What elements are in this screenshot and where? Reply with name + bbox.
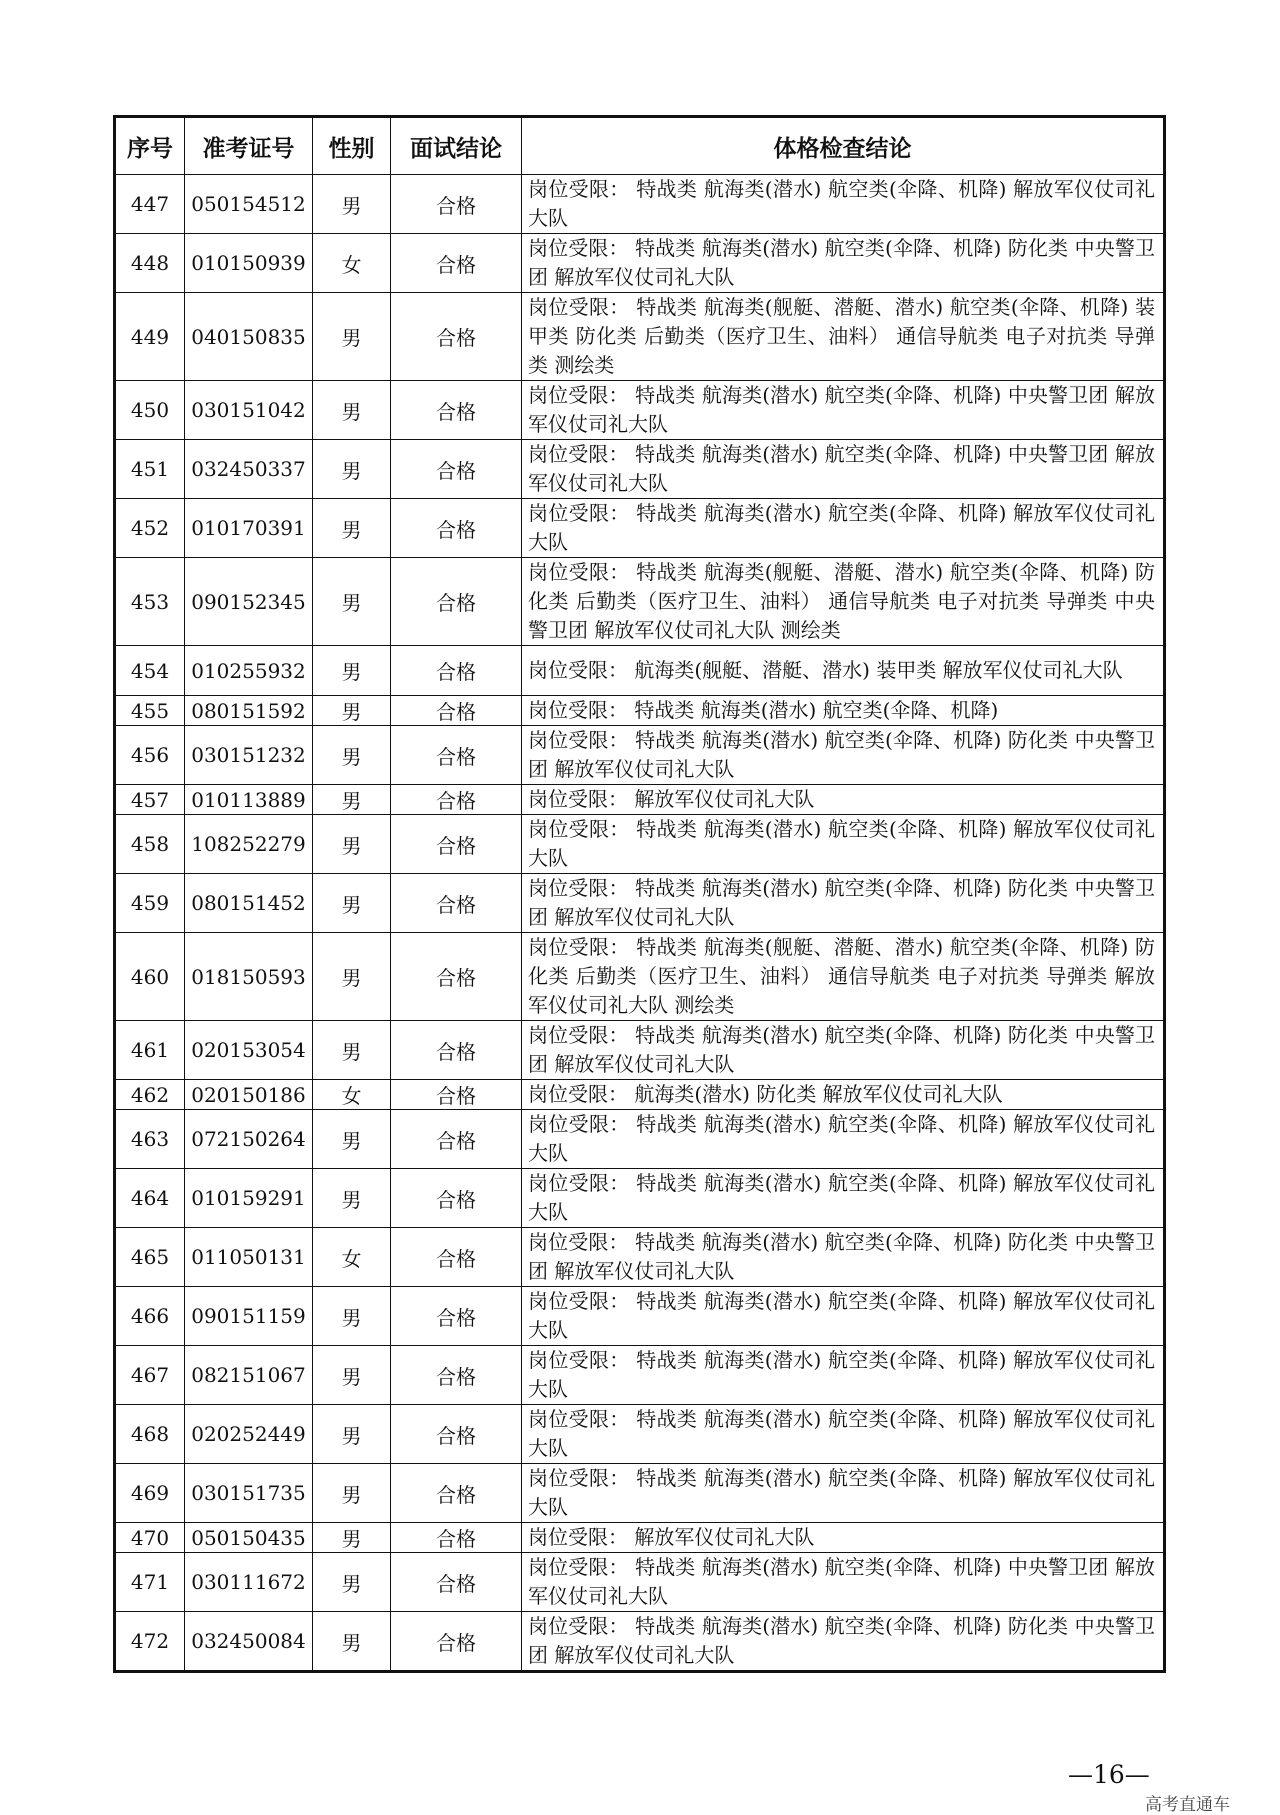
cell-exam-id: 010255932 — [185, 646, 313, 696]
table-row — [115, 1287, 1165, 1346]
cell-sex: 男 — [313, 933, 391, 1021]
table-row — [115, 1464, 1165, 1523]
cell-interview: 合格 — [391, 1110, 522, 1169]
cell-interview: 合格 — [391, 785, 522, 815]
cell-exam-id: 040150835 — [185, 293, 313, 381]
cell-sex: 男 — [313, 1464, 391, 1523]
cell-physical-exam: 岗位受限： 特战类 航海类(潜水) 航空类(伞降、机降) 解放军仪仗司礼大队 — [522, 1346, 1165, 1405]
cell-interview: 合格 — [391, 874, 522, 933]
cell-interview: 合格 — [391, 646, 522, 696]
cell-exam-id: 020252449 — [185, 1405, 313, 1464]
cell-sex: 男 — [313, 646, 391, 696]
cell-interview: 合格 — [391, 234, 522, 293]
cell-exam-id: 072150264 — [185, 1110, 313, 1169]
cell-sex: 男 — [313, 440, 391, 499]
cell-sex: 男 — [313, 1169, 391, 1228]
cell-physical-exam: 岗位受限： 特战类 航海类(潜水) 航空类(伞降、机降) 中央警卫团 解放军仪仗司礼大队 — [522, 440, 1165, 499]
cell-exam-id: 030151735 — [185, 1464, 313, 1523]
cell-physical-exam: 岗位受限： 特战类 航海类(潜水) 航空类(伞降、机降) — [522, 696, 1165, 726]
cell-physical-exam: 岗位受限： 特战类 航海类(潜水) 航空类(伞降、机降) 中央警卫团 解放军仪仗司礼大队 — [522, 381, 1165, 440]
cell-physical-exam: 岗位受限： 特战类 航海类(舰艇、潜艇、潜水) 航空类(伞降、机降) 防化类 后勤类（医疗卫生、油料） 通信导航类 电子对抗类 导弹类 中央警卫团 解放军仪仗司礼大队 测绘类 — [522, 558, 1165, 646]
cell-physical-exam: 岗位受限： 特战类 航海类(潜水) 航空类(伞降、机降) 中央警卫团 解放军仪仗司礼大队 — [522, 1553, 1165, 1612]
cell-exam-id: 030151042 — [185, 381, 313, 440]
cell-exam-id: 090152345 — [185, 558, 313, 646]
cell-serial: 472 — [115, 1612, 185, 1672]
cell-physical-exam: 岗位受限： 特战类 航海类(潜水) 航空类(伞降、机降) 解放军仪仗司礼大队 — [522, 499, 1165, 558]
cell-serial: 464 — [115, 1169, 185, 1228]
cell-exam-id: 080151452 — [185, 874, 313, 933]
cell-physical-exam: 岗位受限： 特战类 航海类(舰艇、潜艇、潜水) 航空类(伞降、机降) 防化类 后勤类（医疗卫生、油料） 通信导航类 电子对抗类 导弹类 解放军仪仗司礼大队 测绘类 — [522, 933, 1165, 1021]
cell-interview: 合格 — [391, 933, 522, 1021]
cell-exam-id: 032450084 — [185, 1612, 313, 1672]
cell-sex: 男 — [313, 1110, 391, 1169]
cell-serial: 463 — [115, 1110, 185, 1169]
table-row — [115, 1346, 1165, 1405]
cell-physical-exam: 岗位受限： 特战类 航海类(潜水) 航空类(伞降、机降) 解放军仪仗司礼大队 — [522, 175, 1165, 234]
table-row — [115, 874, 1165, 933]
table-row — [115, 646, 1165, 696]
cell-exam-id: 080151592 — [185, 696, 313, 726]
cell-sex: 男 — [313, 558, 391, 646]
cell-exam-id: 090151159 — [185, 1287, 313, 1346]
cell-interview: 合格 — [391, 1169, 522, 1228]
cell-exam-id: 010170391 — [185, 499, 313, 558]
cell-interview: 合格 — [391, 1287, 522, 1346]
cell-serial: 466 — [115, 1287, 185, 1346]
cell-sex: 男 — [313, 815, 391, 874]
cell-serial: 451 — [115, 440, 185, 499]
cell-physical-exam: 岗位受限： 特战类 航海类(潜水) 航空类(伞降、机降) 防化类 中央警卫团 解放军仪仗司礼大队 — [522, 234, 1165, 293]
cell-sex: 男 — [313, 1405, 391, 1464]
cell-serial: 462 — [115, 1080, 185, 1110]
cell-sex: 男 — [313, 1553, 391, 1612]
table-row — [115, 440, 1165, 499]
table-row — [115, 1110, 1165, 1169]
cell-serial: 471 — [115, 1553, 185, 1612]
cell-serial: 454 — [115, 646, 185, 696]
cell-exam-id: 011050131 — [185, 1228, 313, 1287]
header-interview: 面试结论 — [391, 117, 522, 175]
cell-sex: 男 — [313, 1287, 391, 1346]
cell-serial: 458 — [115, 815, 185, 874]
cell-exam-id: 030151232 — [185, 726, 313, 785]
cell-serial: 469 — [115, 1464, 185, 1523]
cell-exam-id: 010159291 — [185, 1169, 313, 1228]
table-row — [115, 696, 1165, 726]
table-body — [115, 175, 1165, 1672]
cell-interview: 合格 — [391, 293, 522, 381]
cell-sex: 男 — [313, 785, 391, 815]
cell-exam-id: 030111672 — [185, 1553, 313, 1612]
cell-physical-exam: 岗位受限： 特战类 航海类(潜水) 航空类(伞降、机降) 解放军仪仗司礼大队 — [522, 1110, 1165, 1169]
table-row — [115, 785, 1165, 815]
cell-exam-id: 018150593 — [185, 933, 313, 1021]
table-row — [115, 1080, 1165, 1110]
cell-sex: 男 — [313, 381, 391, 440]
cell-serial: 452 — [115, 499, 185, 558]
table-row — [115, 1523, 1165, 1553]
cell-serial: 465 — [115, 1228, 185, 1287]
cell-interview: 合格 — [391, 1612, 522, 1672]
cell-sex: 男 — [313, 726, 391, 785]
cell-physical-exam: 岗位受限： 特战类 航海类(潜水) 航空类(伞降、机降) 解放军仪仗司礼大队 — [522, 1464, 1165, 1523]
cell-serial: 449 — [115, 293, 185, 381]
table-row — [115, 175, 1165, 234]
header-sex: 性别 — [313, 117, 391, 175]
watermark-text: 高考直通车 — [1145, 1795, 1230, 1815]
cell-sex: 男 — [313, 696, 391, 726]
cell-physical-exam: 岗位受限： 特战类 航海类(舰艇、潜艇、潜水) 航空类(伞降、机降) 装甲类 防化类 后勤类（医疗卫生、油料） 通信导航类 电子对抗类 导弹类 测绘类 — [522, 293, 1165, 381]
cell-sex: 女 — [313, 1080, 391, 1110]
cell-physical-exam: 岗位受限： 特战类 航海类(潜水) 航空类(伞降、机降) 防化类 中央警卫团 解放军仪仗司礼大队 — [522, 874, 1165, 933]
cell-physical-exam: 岗位受限： 特战类 航海类(潜水) 航空类(伞降、机降) 防化类 中央警卫团 解放军仪仗司礼大队 — [522, 726, 1165, 785]
cell-sex: 男 — [313, 1346, 391, 1405]
cell-interview: 合格 — [391, 1228, 522, 1287]
cell-sex: 女 — [313, 1228, 391, 1287]
cell-exam-id: 032450337 — [185, 440, 313, 499]
cell-physical-exam: 岗位受限： 解放军仪仗司礼大队 — [522, 1523, 1165, 1553]
cell-interview: 合格 — [391, 1464, 522, 1523]
cell-interview: 合格 — [391, 175, 522, 234]
cell-sex: 男 — [313, 1523, 391, 1553]
table-row — [115, 1228, 1165, 1287]
cell-physical-exam: 岗位受限： 特战类 航海类(潜水) 航空类(伞降、机降) 解放军仪仗司礼大队 — [522, 1405, 1165, 1464]
cell-sex: 男 — [313, 175, 391, 234]
cell-sex: 男 — [313, 499, 391, 558]
header-exam-id: 准考证号 — [185, 117, 313, 175]
cell-serial: 461 — [115, 1021, 185, 1080]
cell-interview: 合格 — [391, 499, 522, 558]
cell-interview: 合格 — [391, 1021, 522, 1080]
cell-serial: 447 — [115, 175, 185, 234]
table-row — [115, 381, 1165, 440]
cell-interview: 合格 — [391, 558, 522, 646]
table-row — [115, 1169, 1165, 1228]
cell-interview: 合格 — [391, 815, 522, 874]
cell-interview: 合格 — [391, 726, 522, 785]
table-row — [115, 933, 1165, 1021]
table-row — [115, 234, 1165, 293]
cell-interview: 合格 — [391, 381, 522, 440]
cell-exam-id: 108252279 — [185, 815, 313, 874]
table-row — [115, 815, 1165, 874]
table-row — [115, 558, 1165, 646]
cell-serial: 450 — [115, 381, 185, 440]
cell-interview: 合格 — [391, 1080, 522, 1110]
cell-exam-id: 050150435 — [185, 1523, 313, 1553]
cell-exam-id: 082151067 — [185, 1346, 313, 1405]
cell-interview: 合格 — [391, 1346, 522, 1405]
cell-sex: 男 — [313, 1021, 391, 1080]
cell-serial: 459 — [115, 874, 185, 933]
cell-interview: 合格 — [391, 440, 522, 499]
cell-physical-exam: 岗位受限： 特战类 航海类(潜水) 航空类(伞降、机降) 解放军仪仗司礼大队 — [522, 1287, 1165, 1346]
cell-serial: 460 — [115, 933, 185, 1021]
cell-serial: 467 — [115, 1346, 185, 1405]
cell-serial: 470 — [115, 1523, 185, 1553]
cell-sex: 男 — [313, 874, 391, 933]
cell-sex: 男 — [313, 1612, 391, 1672]
cell-exam-id: 050154512 — [185, 175, 313, 234]
cell-serial: 453 — [115, 558, 185, 646]
cell-serial: 455 — [115, 696, 185, 726]
cell-exam-id: 010113889 — [185, 785, 313, 815]
table-row — [115, 1021, 1165, 1080]
table-row — [115, 1553, 1165, 1612]
results-table — [113, 115, 1166, 1673]
cell-serial: 457 — [115, 785, 185, 815]
cell-physical-exam: 岗位受限： 解放军仪仗司礼大队 — [522, 785, 1165, 815]
cell-physical-exam: 岗位受限： 特战类 航海类(潜水) 航空类(伞降、机降) 防化类 中央警卫团 解放军仪仗司礼大队 — [522, 1228, 1165, 1287]
cell-exam-id: 010150939 — [185, 234, 313, 293]
cell-interview: 合格 — [391, 1553, 522, 1612]
cell-exam-id: 020150186 — [185, 1080, 313, 1110]
cell-interview: 合格 — [391, 1405, 522, 1464]
cell-interview: 合格 — [391, 696, 522, 726]
cell-physical-exam: 岗位受限： 特战类 航海类(潜水) 航空类(伞降、机降) 解放军仪仗司礼大队 — [522, 1169, 1165, 1228]
page-number: —16— — [1068, 1760, 1150, 1789]
cell-physical-exam: 岗位受限： 特战类 航海类(潜水) 航空类(伞降、机降) 防化类 中央警卫团 解放军仪仗司礼大队 — [522, 1021, 1165, 1080]
cell-serial: 456 — [115, 726, 185, 785]
cell-physical-exam: 岗位受限： 特战类 航海类(潜水) 航空类(伞降、机降) 解放军仪仗司礼大队 — [522, 815, 1165, 874]
header-physical-exam: 体格检查结论 — [522, 117, 1165, 175]
table-header-row — [115, 117, 1165, 175]
cell-exam-id: 020153054 — [185, 1021, 313, 1080]
cell-sex: 女 — [313, 234, 391, 293]
cell-interview: 合格 — [391, 1523, 522, 1553]
table-row — [115, 1405, 1165, 1464]
cell-physical-exam: 岗位受限： 特战类 航海类(潜水) 航空类(伞降、机降) 防化类 中央警卫团 解放军仪仗司礼大队 — [522, 1612, 1165, 1672]
cell-physical-exam: 岗位受限： 航海类(舰艇、潜艇、潜水) 装甲类 解放军仪仗司礼大队 — [522, 646, 1165, 696]
cell-sex: 男 — [313, 293, 391, 381]
cell-serial: 448 — [115, 234, 185, 293]
header-serial: 序号 — [115, 117, 185, 175]
table-row — [115, 499, 1165, 558]
table-row — [115, 293, 1165, 381]
table-row — [115, 1612, 1165, 1672]
cell-serial: 468 — [115, 1405, 185, 1464]
cell-physical-exam: 岗位受限： 航海类(潜水) 防化类 解放军仪仗司礼大队 — [522, 1080, 1165, 1110]
table-row — [115, 726, 1165, 785]
